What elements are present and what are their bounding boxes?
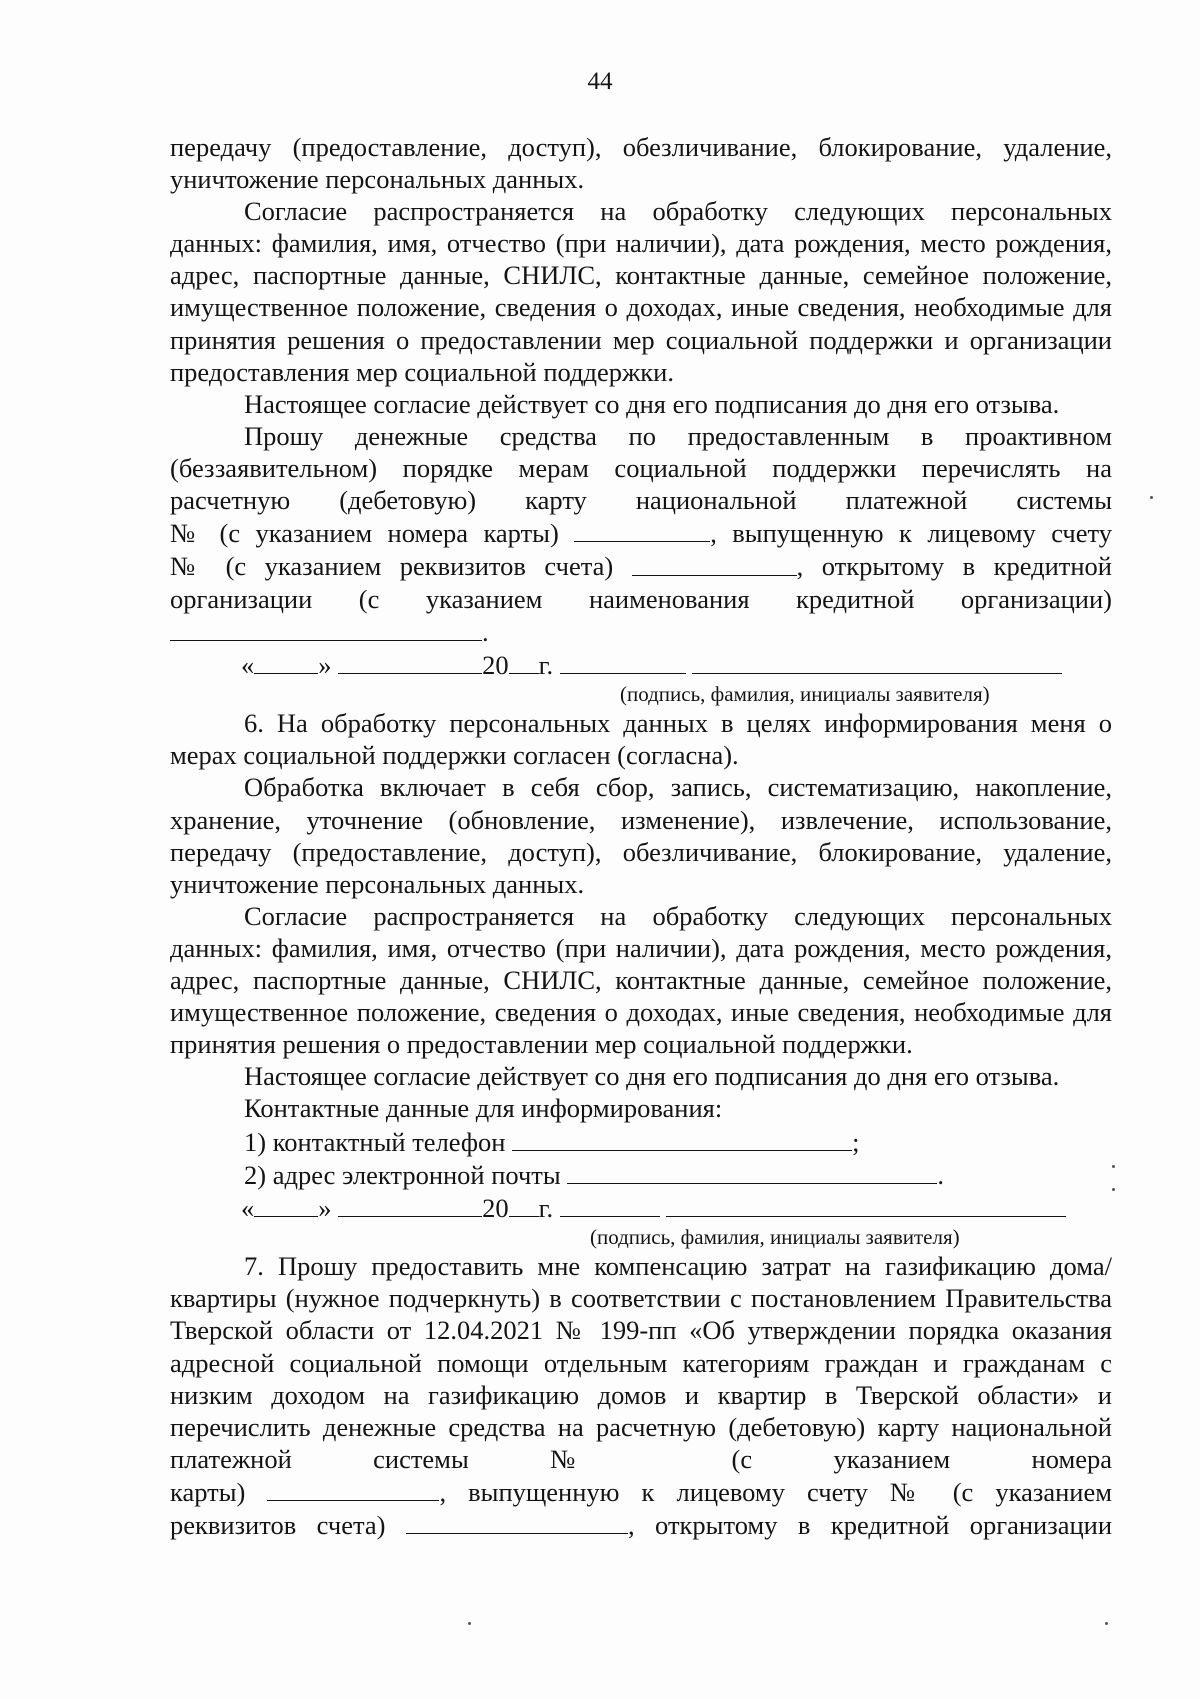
paragraph-consent-scope: Согласие распространяется на обработку следующих персональных данных: фамилия, имя, отчество (при наличии), дата рождения, место рождения, адрес, паспортные данные, СНИЛС, контактные данные, семейное положение, имущественное положение, сведения о доходах, иные сведения, необходимые для принятия решения о предоставлении мер социальной поддержки и организации предоставления мер социальной поддержки.: [170, 196, 1112, 387]
signature-date-line-2: [170, 1191, 1112, 1224]
bank-name-label-line: организации (с указанием наименования кредитной организации): [170, 583, 1112, 614]
account-number-label: № (с указанием реквизитов счета): [170, 551, 614, 582]
bank-name-field[interactable]: [170, 615, 482, 641]
signature-field-2[interactable]: [560, 1191, 660, 1217]
paragraph-payment-request: Прошу денежные средства по предоставленным в проактивном (беззаявительном) порядке мерам социальной поддержки перечислять на расчетную (дебетовую) карту национальной платежной системы: [170, 420, 1112, 516]
date-quote-open: «: [241, 650, 255, 681]
applicant-name-field-2[interactable]: [666, 1191, 1066, 1217]
section-7-card-label: карты): [170, 1477, 246, 1508]
account-number-after: , открытому в кредитной: [796, 551, 1112, 582]
phone-end: ;: [852, 1126, 860, 1157]
paragraph-consent-validity: Настоящее согласие действует со дня его подписания до дня его отзыва.: [244, 388, 1060, 419]
applicant-name-field[interactable]: [692, 648, 1062, 674]
section-6-consent-scope: Согласие распространяется на обработку следующих персональных данных: фамилия, имя, отчество (при наличии), дата рождения, место рождения, адрес, паспортные данные, СНИЛС, контактные данные, семейное положение, имущественное положение, сведения о доходах, иные сведения, необходимые для принятия решения о предоставлении мер социальной поддержки.: [170, 900, 1112, 1060]
phone-label: 1) контактный телефон: [244, 1126, 506, 1157]
email-label: 2) адрес электронной почты: [244, 1159, 561, 1190]
section-7-card-line: [170, 1475, 1112, 1508]
bank-name-line: [170, 615, 1112, 648]
scan-speck: [1112, 1165, 1115, 1168]
section-7-account-field[interactable]: [406, 1508, 628, 1534]
scan-speck: [1112, 1188, 1115, 1191]
scan-speck: [468, 1622, 471, 1625]
section-6-validity: Настоящее согласие действует со дня его подписания до дня его отзыва.: [244, 1061, 1060, 1092]
page-number: 44: [587, 68, 613, 95]
paragraph-transfer-continuation: передачу (предоставление, доступ), обезличивание, блокирование, удаление, уничтожение персональных данных.: [170, 132, 1112, 195]
date-month-field[interactable]: [338, 648, 482, 674]
date-year-prefix-2: 20: [482, 1193, 509, 1224]
section-7-request: 7. Прошу предоставить мне компенсацию затрат на газификацию дома/ квартиры (нужное подчеркнуть) в соответствии с постановлением Правительства Тверской области от 12.04.2021 № 199-пп «Об утверждении порядка оказания адресной социальной помощи отдельным категориям граждан и гражданам с низким доходом на газификацию домов и квартир в Тверской области» и перечислить денежные средства на расчетную (дебетовую) карту национальной платежной системы № (с указанием номера: [170, 1251, 1112, 1474]
date-year-suffix: г.: [538, 650, 554, 681]
scan-speck: [1105, 1622, 1108, 1625]
section-6-processing: Обработка включает в себя сбор, запись, систематизацию, накопление, хранение, уточнение (обновление, изменение), извлечение, использование, передачу (предоставление, доступ), обезличивание, блокирование, удаление, уничтожение персональных данных.: [170, 772, 1112, 899]
signature-field[interactable]: [560, 648, 686, 674]
date-year-suffix-2: г.: [538, 1193, 554, 1224]
phone-line: [170, 1125, 1112, 1158]
section-6-heading: 6. На обработку персональных данных в целях информирования меня о мерах социальной поддержки согласен (согласна).: [170, 708, 1112, 771]
signature-date-line-1: [170, 648, 1112, 681]
section-7-account-label: реквизитов счета): [170, 1510, 386, 1541]
section-7-account-after: , открытому в кредитной организации: [627, 1510, 1113, 1541]
email-end: .: [937, 1159, 944, 1190]
date-year-field[interactable]: [509, 648, 539, 674]
section-7-card-after: , выпущенную к лицевому счету № (с указанием: [439, 1477, 1112, 1508]
account-number-field[interactable]: [632, 549, 797, 575]
signature-caption-1: (подпись, фамилия, инициалы заявителя): [620, 682, 990, 707]
scan-speck: [1150, 496, 1153, 499]
bank-name-end: .: [482, 616, 489, 647]
card-number-line: [170, 516, 1112, 549]
section-7-account-line: [170, 1508, 1112, 1541]
email-field[interactable]: [567, 1158, 937, 1184]
date-quote-close: »: [318, 650, 332, 681]
date-year-field-2[interactable]: [509, 1191, 539, 1217]
signature-caption-2: (подпись, фамилия, инициалы заявителя): [590, 1225, 960, 1250]
date-day-field[interactable]: [254, 648, 318, 674]
date-quote-close-2: »: [318, 1193, 332, 1224]
card-number-label: № (с указанием номера карты): [170, 518, 559, 549]
phone-field[interactable]: [512, 1125, 852, 1151]
date-day-field-2[interactable]: [254, 1191, 318, 1217]
section-7-card-field[interactable]: [267, 1475, 439, 1501]
date-month-field-2[interactable]: [338, 1191, 482, 1217]
email-line: [170, 1158, 1112, 1191]
card-number-field[interactable]: [574, 516, 710, 542]
contacts-heading: Контактные данные для информирования:: [244, 1093, 723, 1124]
document-body: [170, 131, 1112, 1541]
card-number-after: , выпущенную к лицевому счету: [710, 518, 1113, 549]
date-year-prefix: 20: [482, 650, 509, 681]
account-number-line: [170, 549, 1112, 582]
date-quote-open-2: «: [241, 1193, 255, 1224]
